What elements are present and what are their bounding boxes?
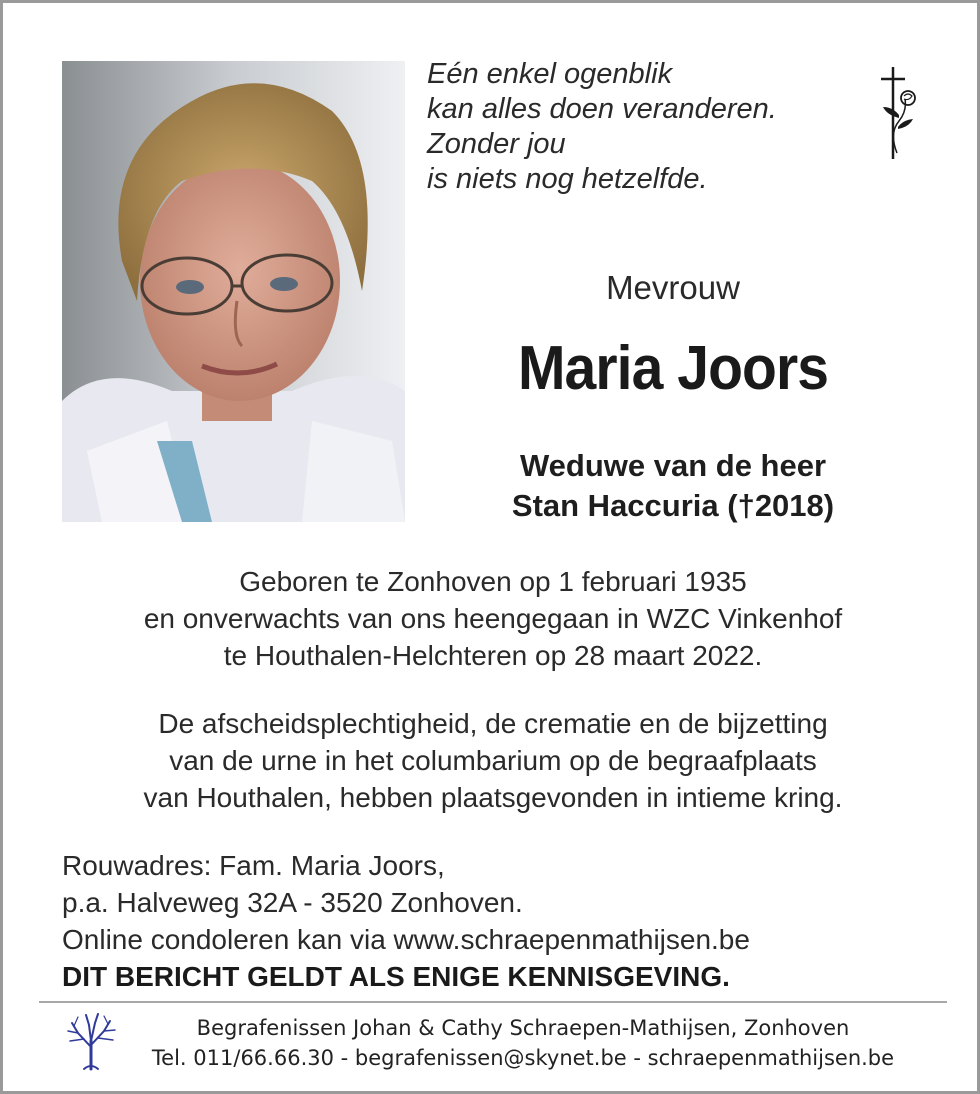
paragraph-line: en onverwachts van ons heengegaan in WZC Vinkenhof bbox=[143, 603, 843, 634]
deceased-name: Maria Joors bbox=[517, 334, 829, 403]
poem-line: Zonder jou bbox=[427, 128, 566, 160]
tree-logo-icon bbox=[64, 1011, 118, 1071]
spouse-name: Stan Haccuria (†2018) bbox=[511, 488, 835, 523]
poem-line: is niets nog hetzelfde. bbox=[427, 163, 708, 195]
footer-divider bbox=[39, 1001, 947, 1003]
paragraph-line: De afscheidsplechtigheid, de crematie en de bijzetting bbox=[158, 708, 828, 739]
cross-with-rose-icon bbox=[871, 63, 927, 163]
poem-line: kan alles doen veranderen. bbox=[427, 93, 777, 125]
poem-verse bbox=[427, 57, 847, 197]
portrait-photo bbox=[62, 61, 405, 522]
funeral-home-contact: Tel. 011/66.66.30 - begrafenissen@skynet.be - schraepenmathijsen.be bbox=[151, 1046, 895, 1070]
notice-line: DIT BERICHT GELDT ALS ENIGE KENNISGEVING. bbox=[62, 961, 730, 992]
address-line: p.a. Halveweg 32A - 3520 Zonhoven. bbox=[62, 887, 523, 918]
condolence-line: Online condoleren kan via www.schraepenmathijsen.be bbox=[62, 924, 750, 955]
ceremony-paragraph bbox=[43, 705, 943, 816]
paragraph-line: te Houthalen-Helchteren op 28 maart 2022. bbox=[223, 640, 763, 671]
salutation: Mevrouw bbox=[606, 269, 740, 306]
poem-line: Eén enkel ogenblik bbox=[427, 58, 673, 90]
address-line: Rouwadres: Fam. Maria Joors, bbox=[62, 850, 445, 881]
birth-death-paragraph bbox=[43, 563, 943, 674]
paragraph-line: Geboren te Zonhoven op 1 februari 1935 bbox=[239, 566, 747, 597]
funeral-home-name: Begrafenissen Johan & Cathy Schraepen-Mathijsen, Zonhoven bbox=[196, 1016, 850, 1040]
paragraph-line: van Houthalen, hebben plaatsgevonden in intieme kring. bbox=[143, 782, 843, 813]
funeral-home-footer bbox=[123, 1013, 923, 1073]
contact-block bbox=[62, 847, 942, 995]
paragraph-line: van de urne in het columbarium op de begraafplaats bbox=[169, 745, 817, 776]
spouse-line: Weduwe van de heer bbox=[519, 448, 827, 483]
spouse-info bbox=[423, 446, 923, 526]
